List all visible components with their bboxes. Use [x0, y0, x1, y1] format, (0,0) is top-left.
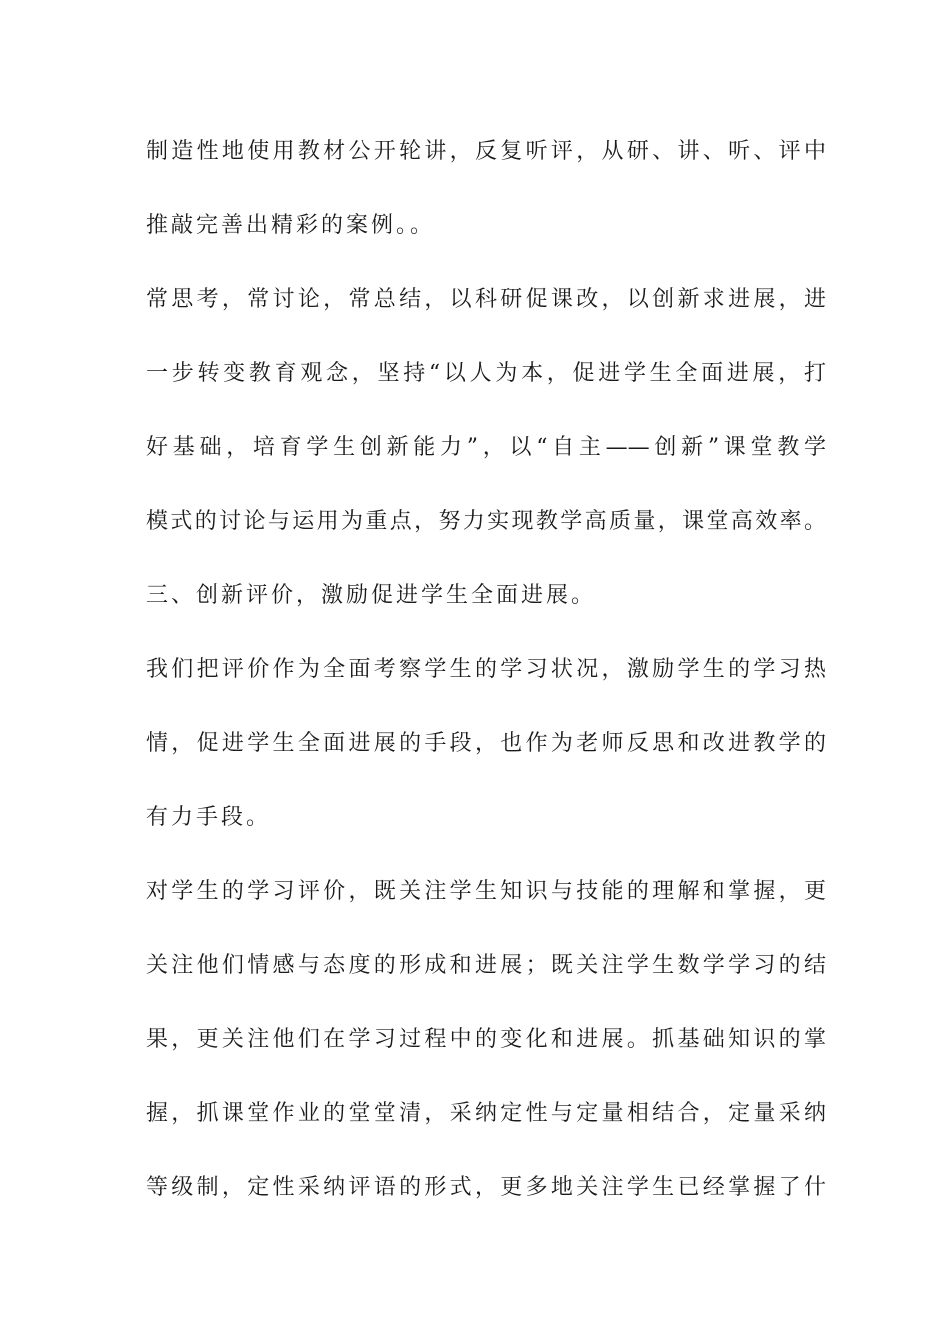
text-line: 好基础，培育学生创新能力”，以“自主——创新”课堂教学 [146, 435, 826, 460]
text-line: 模式的讨论与运用为重点，努力实现教学高质量，课堂高效率。 [146, 509, 826, 534]
text-line: 制造性地使用教材公开轮讲，反复听评，从研、讲、听、评中 [146, 139, 826, 164]
text-line: 我们把评价作为全面考察学生的学习状况，激励学生的学习热 [146, 657, 826, 682]
section-heading: 三、创新评价，激励促进学生全面进展。 [146, 583, 597, 608]
text-line: 果，更关注他们在学习过程中的变化和进展。抓基础知识的掌 [146, 1027, 826, 1052]
text-line: 一步转变教育观念，坚持“以人为本，促进学生全面进展，打 [146, 361, 826, 386]
text-line: 情，促进学生全面进展的手段，也作为老师反思和改进教学的 [146, 731, 826, 756]
text-line: 常思考，常讨论，常总结，以科研促课改，以创新求进展，进 [146, 287, 826, 312]
text-line: 等级制，定性采纳评语的形式，更多地关注学生已经掌握了什 [146, 1175, 826, 1200]
text-line: 对学生的学习评价，既关注学生知识与技能的理解和掌握，更 [146, 879, 826, 904]
text-line: 有力手段。 [146, 805, 272, 830]
text-line: 关注他们情感与态度的形成和进展；既关注学生数学学习的结 [146, 953, 826, 978]
text-line: 握，抓课堂作业的堂堂清，采纳定性与定量相结合，定量采纳 [146, 1101, 826, 1126]
text-line: 推敲完善出精彩的案例。。 [146, 213, 436, 238]
